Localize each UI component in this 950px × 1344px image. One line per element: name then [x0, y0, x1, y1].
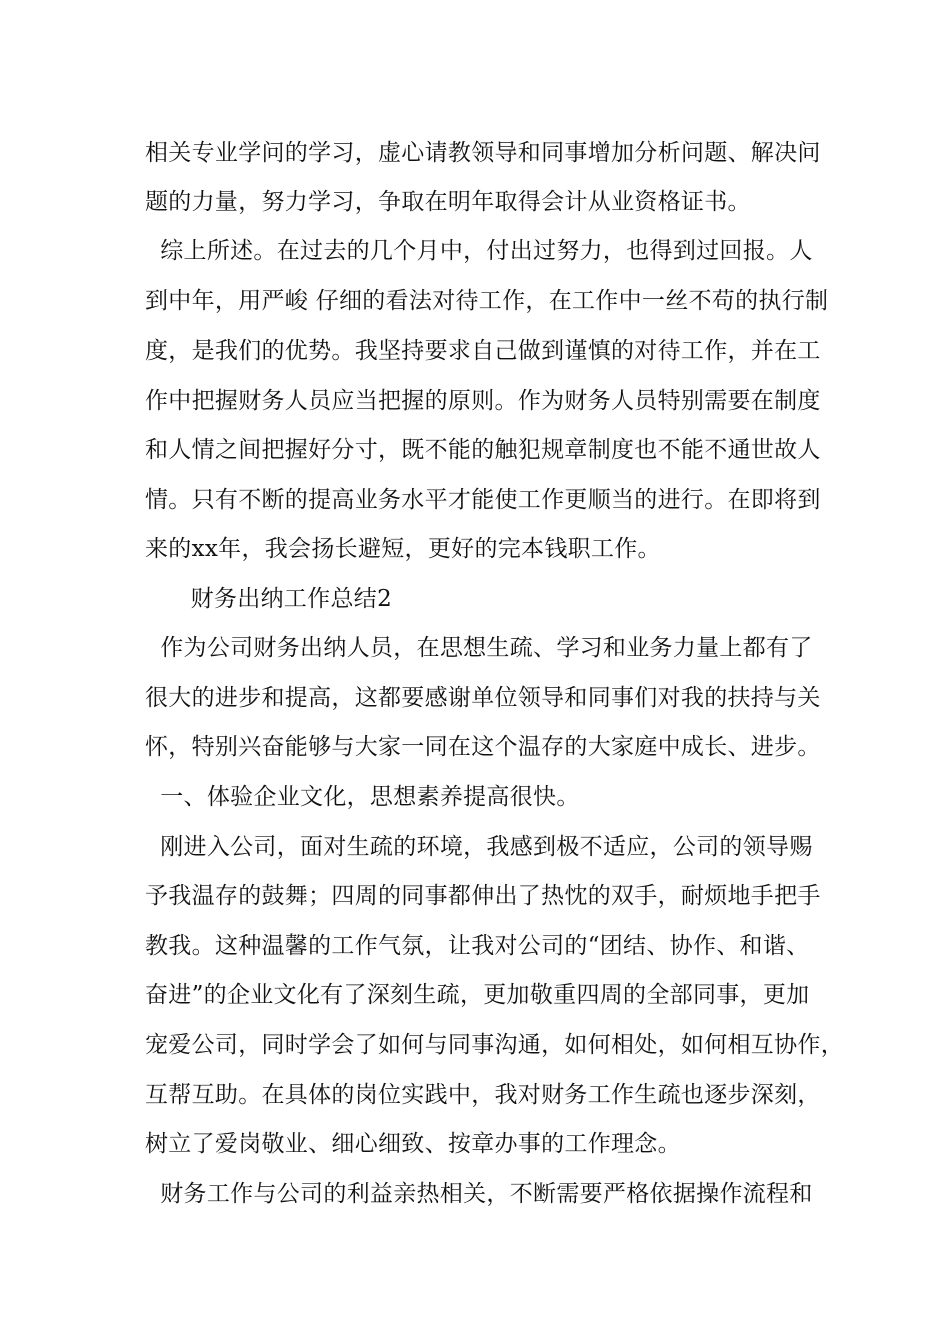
paragraph-line: 很大的进步和提高，这都要感谢单位领导和同事们对我的扶持与关	[145, 685, 821, 711]
paragraph-line: 综上所述。在过去的几个月中，付出过努力，也得到过回报。人	[145, 238, 813, 264]
paragraph-line: 宠爱公司，同时学会了如何与同事沟通，如何相处，如何相互协作，	[145, 1032, 844, 1058]
subsection-heading: 一、体验企业文化，思想素养提高很快。	[145, 784, 580, 810]
paragraph-line: 奋进”的企业文化有了深刻生疏，更加敬重四周的全部同事，更加	[145, 982, 810, 1008]
paragraph-line: 互帮互助。在具体的岗位实践中，我对财务工作生疏也逐步深刻，	[145, 1082, 821, 1108]
paragraph-line: 树立了爱岗敬业、细心细致、按章办事的工作理念。	[145, 1131, 681, 1157]
section-heading: 财务出纳工作总结2	[145, 586, 392, 612]
paragraph-line: 予我温存的鼓舞；四周的同事都伸出了热忱的双手，耐烦地手把手	[145, 883, 821, 909]
paragraph-line: 情。只有不断的提高业务水平才能使工作更顺当的进行。在即将到	[145, 487, 821, 513]
paragraph-line: 作为公司财务出纳人员，在思想生疏、学习和业务力量上都有了	[145, 635, 813, 661]
paragraph-line: 度，是我们的优势。我坚持要求自己做到谨慎的对待工作，并在工	[145, 338, 821, 364]
paragraph-line: 刚进入公司，面对生疏的环境，我感到极不适应，公司的领导赐	[145, 834, 813, 860]
paragraph-line: 相关专业学问的学习，虚心请教领导和同事增加分析问题、解决问	[145, 140, 821, 166]
paragraph-line: 财务工作与公司的利益亲热相关，不断需要严格依据操作流程和	[145, 1181, 813, 1207]
paragraph-line: 来的xx年，我会扬长避短，更好的完本钱职工作。	[145, 536, 661, 562]
paragraph-line: 题的力量，努力学习，争取在明年取得会计从业资格证书。	[145, 189, 751, 215]
paragraph-line: 到中年，用严峻 仔细的看法对待工作，在工作中一丝不苟的执行制	[145, 288, 829, 314]
paragraph-line: 和人情之间把握好分寸，既不能的触犯规章制度也不能不通世故人	[145, 437, 821, 463]
paragraph-line: 教我。这种温馨的工作气氛，让我对公司的“团结、协作、和谐、	[145, 933, 810, 959]
paragraph-line: 作中把握财务人员应当把握的原则。作为财务人员特别需要在制度	[145, 388, 821, 414]
paragraph-line: 怀，特别兴奋能够与大家一同在这个温存的大家庭中成长、进步。	[145, 734, 821, 760]
